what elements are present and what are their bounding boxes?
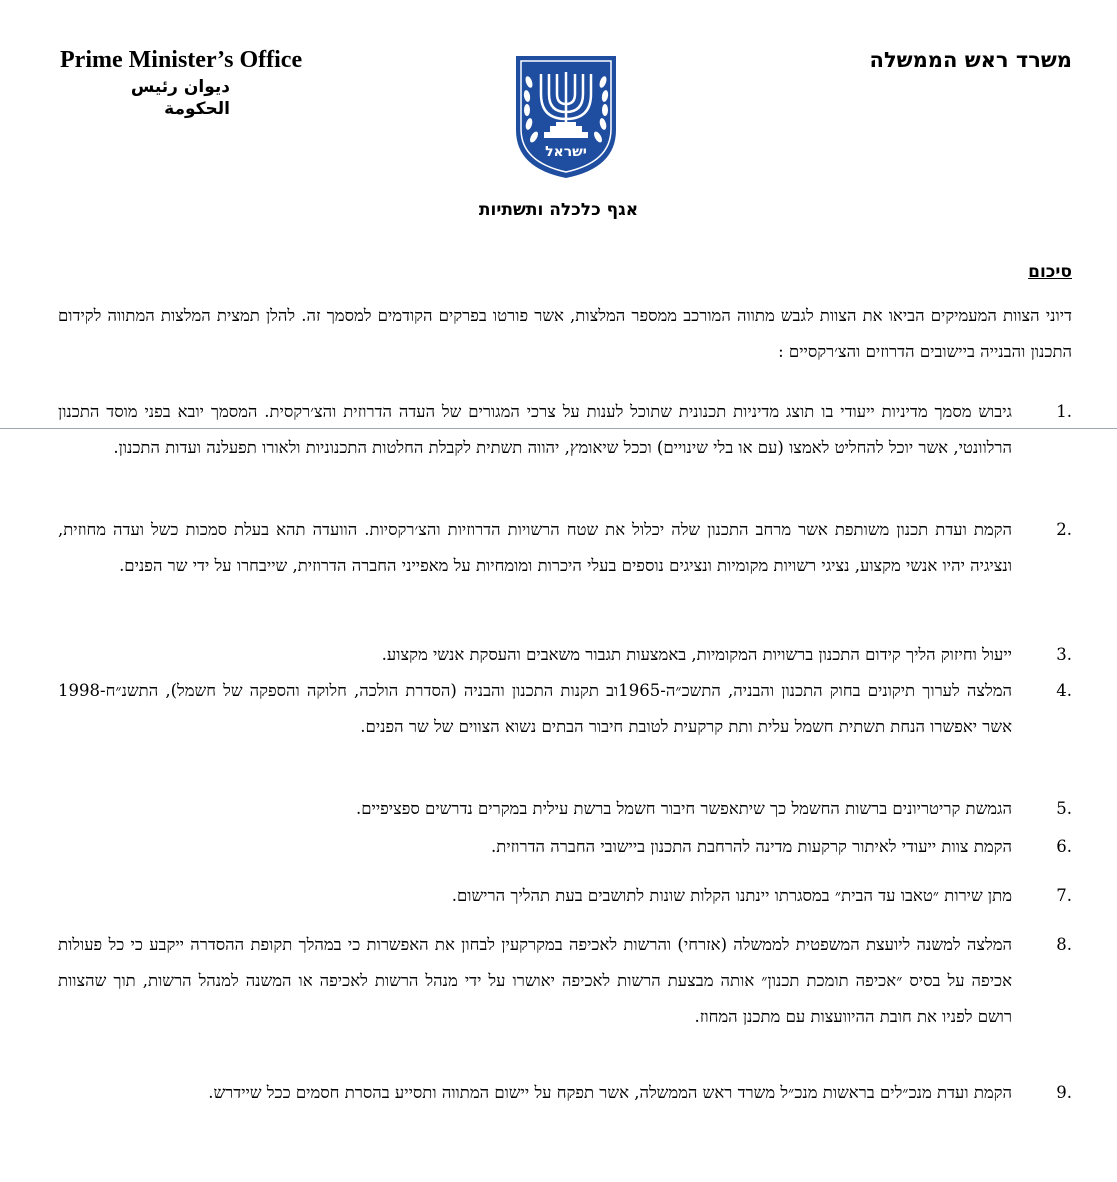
list-item [58,673,1072,745]
office-name-arabic: ديوان رئيس الحكومة [130,77,230,119]
list-item-number: 6. [1056,837,1072,856]
list-item-text: מתן שירות ״טאבו עד הבית״ במסגרתו יינתנו הקלות שונות לתושבים בעת תהליך הרישום. [451,886,1012,905]
list-item-number: 3. [1056,645,1072,664]
emblem-text: ישראל [545,144,587,160]
list-item-number: 4. [1056,681,1072,700]
list-item [58,637,1072,673]
header-left [60,46,302,120]
list-item-text: הקמת צוות ייעודי לאיתור קרקעות מדינה להרחבת התכנון ביישובי החברה הדרוזית. [491,837,1012,856]
list-item-number: 5. [1056,799,1072,818]
list-item [58,878,1072,914]
list-item-text: הקמת ועדת מנכ״לים בראשות מנכ״ל משרד ראש הממשלה, אשר תפקח על יישום המתווה ותסייע בהסרת חסמים ככל שיידרש. [208,1083,1012,1102]
office-name-english: Prime Minister’s Office [60,47,303,73]
list-item-number: 7. [1056,886,1072,905]
list-item-number: 1. [1056,402,1072,421]
office-name-hebrew: משרד ראש הממשלה [869,48,1072,72]
list-item-text: הקמת ועדת תכנון משותפת אשר מרחב התכנון שלה יכלול את שטח הרשויות הדרוזיות והצ׳רקסיות. הוועדה תהא בעלת סמכות כשל ועדה מחוזית, ונציגיה יהיו אנשי מקצוע, נציגי רשויות מקומיות ונציגים נוספים בעלי היכרות ומומחיות על מאפייני החברה הדרוזית, שייבחרו על ידי שר הפנים. [58,520,1012,575]
list-item [58,791,1072,827]
list-item [58,1075,1072,1111]
list-item-text: ייעול וחיזוק הליך קידום התכנון ברשויות המקומיות, באמצעות תגבור משאבים והעסקת אנשי מקצוע. [381,645,1012,664]
list-item-text: המלצה למשנה ליועצת המשפטית לממשלה (אזרחי) והרשות לאכיפה במקרקעין לבחון את האפשרות כי במהלך תקופת ההסדרה ייקבע כי כל פעולות אכיפה על בסיס ״אכיפה תומכת תכנון״ אותה מבצעת הרשות לאכיפה יאושרו על ידי מנהל הרשות לאכיפה או המשנה למנהל הרשות, תוך שהצוות רושם לפניו את חובת ההיוועצות עם מתכנן המחוז. [58,935,1012,1026]
department-title: אגף כלכלה ותשתיות [478,200,639,220]
list-item-number: 8. [1056,935,1072,954]
list-item-text: המלצה לערוך תיקונים בחוק התכנון והבניה, התשכ״ה-1965וב תקנות התכנון והבניה (הסדרת הולכה, חלוקה והספקה של חשמל), התשנ״ח-1998 אשר יאפשרו הנחת תשתית חשמל עלית ותת קרקעית לטובת חיבור הבתים נשוא הצווים של שר הפנים. [58,681,1012,736]
list-item-text: גיבוש מסמך מדיניות ייעודי בו תוצג מדיניות תכנונית שתוכל לענות על צרכי המגורים של העדה הדרוזית והצ׳רקסית. המסמך יובא בפני מוסד התכנון הרלוונטי, אשר יוכל להחליט לאמצו (עם או בלי שינויים) וככל שיאומץ, יהווה תשתית לקבלת החלטות התכנוניות ולאורו תפעלנה ועדות התכנון. [58,402,1012,457]
list-item [58,512,1072,584]
list-item [58,394,1072,466]
list-item-text: הגמשת קריטריונים ברשות החשמל כך שיתאפשר חיבור חשמל ברשת עילית במקרים נדרשים ספציפיים. [355,799,1012,818]
list-item [58,927,1072,1035]
list-item [58,829,1072,865]
summary-intro: דיוני הצוות המעמיקים הביאו את הצוות לגבש מתווה המורכב ממספר המלצות, אשר פורטו בפרקים הקודמים למסמך זה. להלן תמצית המלצות המתווה לקידום התכנון והבנייה ביישובים הדרוזים והצ׳רקסיים : [58,306,1072,361]
list-item-number: 9. [1056,1083,1072,1102]
summary-heading: סיכום [1028,262,1072,282]
state-emblem-icon [512,52,620,180]
list-item-number: 2. [1056,520,1072,539]
